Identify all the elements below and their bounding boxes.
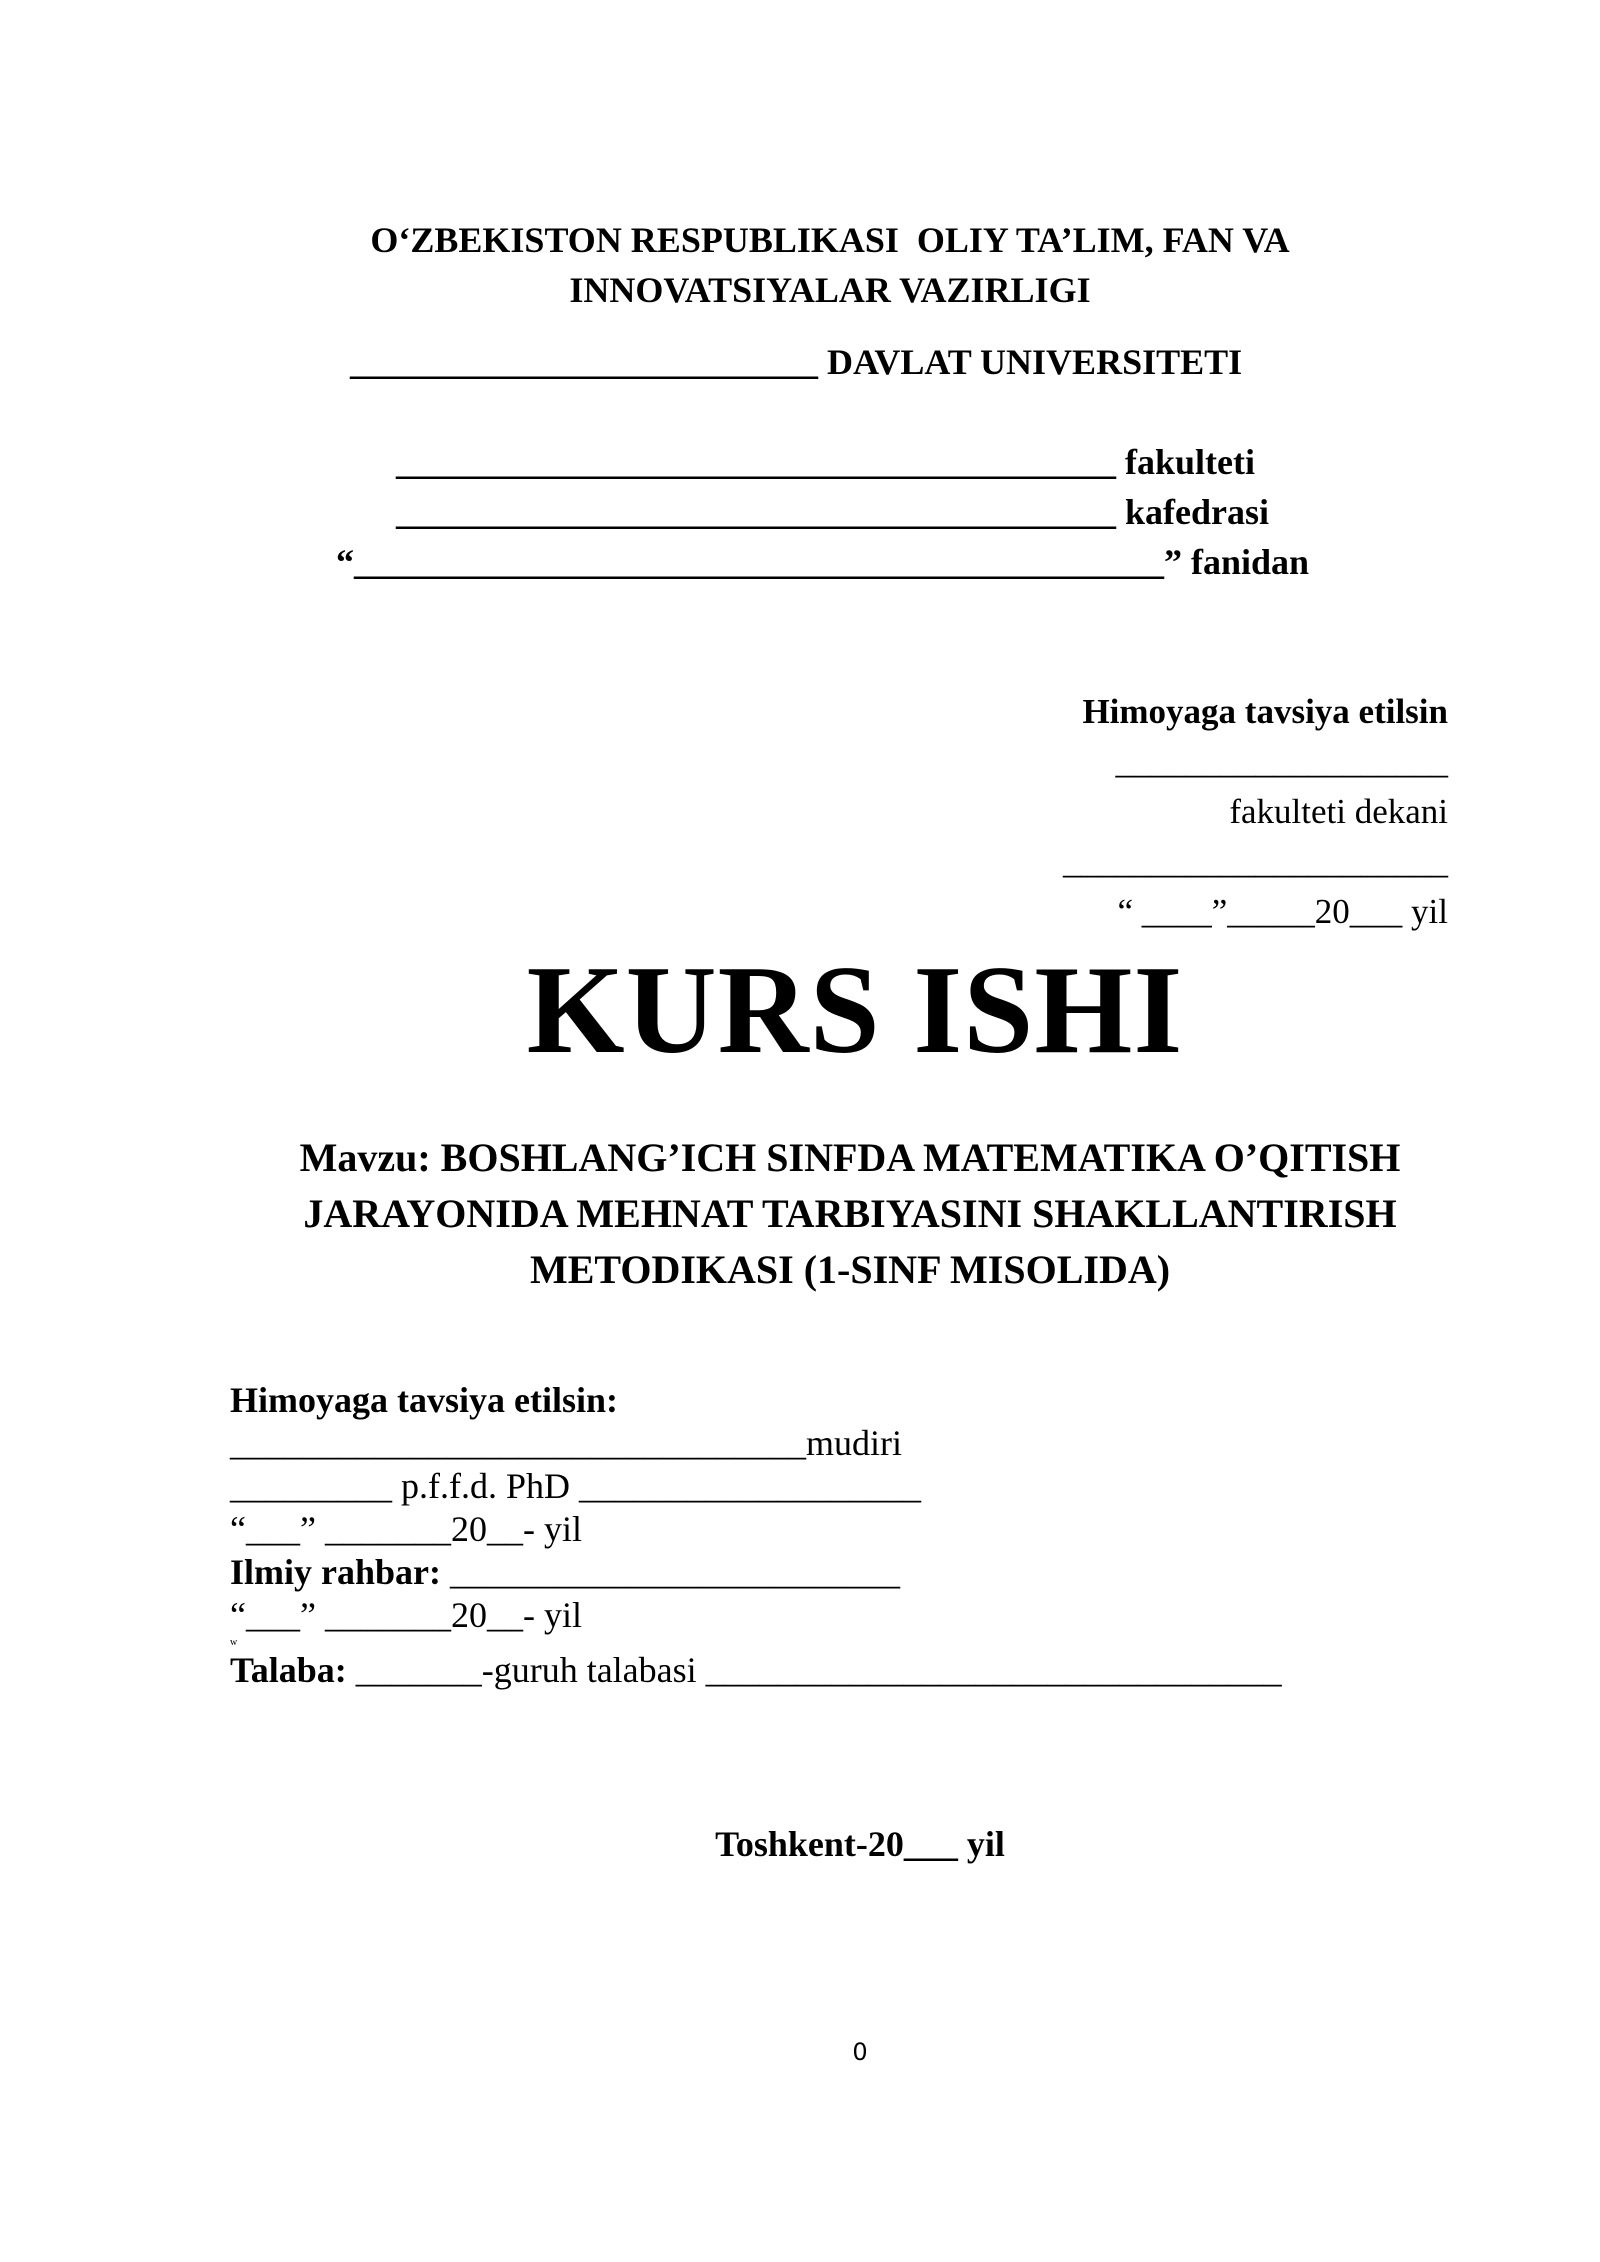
student-row [230,1652,1282,1688]
topic-line-3: METODIKASI (1-SINF MISOLIDA) [529,1247,1171,1292]
approval-top-line-1: ___________________ [1115,742,1448,781]
approval-top-line-2: ______________________ [1063,842,1448,881]
approval-bottom-heading: Himoyaga tavsiya etilsin: [230,1380,618,1420]
approval-date-1: “___” _______20__- yil [230,1509,582,1549]
approval-date-2: “___” _______20__- yil [230,1595,582,1635]
subject-line: “_____________________________________________” fanidan [336,542,1310,582]
ministry-line-1: O‘ZBEKISTON RESPUBLIKASI OLIY TA’LIM, FAN VA [370,220,1290,260]
student-label: Talaba: [230,1650,347,1690]
approval-top-date: “ ____”_____20___ yil [1117,892,1448,931]
student-line: _______-guruh talabasi ________________________________ [346,1650,1282,1690]
document-title: KURS ISHI [526,941,1184,1080]
dean-label: fakulteti dekani [1229,792,1448,831]
topic-line-1: Mavzu: BOSHLANG’ICH SINFDA MATEMATIKA O’QITISH [299,1135,1401,1180]
ministry-line-2: INNOVATSIYALAR VAZIRLIGI [569,270,1091,310]
approval-top-heading: Himoyaga tavsiya etilsin [1082,692,1448,731]
department-line: ________________________________________ kafedrasi [396,492,1269,532]
topic-line-2: JARAYONIDA MEHNAT TARBIYASINI SHAKLLANTIRISH [303,1191,1397,1236]
page-number: 0 [852,2038,868,2066]
advisor-line: _________________________ [441,1552,900,1592]
advisor-label: Ilmiy rahbar: [230,1552,441,1592]
phd-line: _________ p.f.f.d. PhD ___________________ [230,1466,921,1506]
tiny-mark: w [230,1637,238,1648]
faculty-line: ________________________________________ fakulteti [396,442,1255,482]
university-line: __________________________ DAVLAT UNIVERSITETI [350,342,1243,382]
city-year: Toshkent-20___ yil [715,1824,1005,1864]
advisor-row [230,1554,900,1590]
head-of-department-line: ________________________________mudiri [230,1423,902,1463]
